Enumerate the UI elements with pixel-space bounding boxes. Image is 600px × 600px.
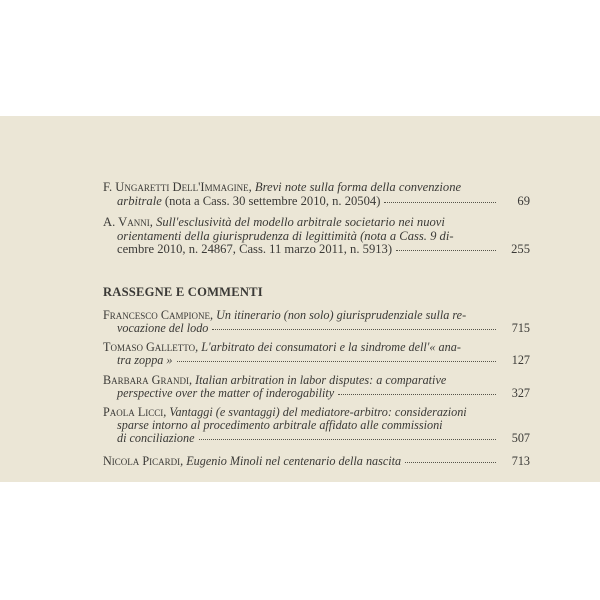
dot-leader [396,249,496,251]
article-title: , Italian arbitration in labor disputes: a comparative [188,373,447,387]
dot-leader [199,438,496,440]
article-title-continued: tra zoppa » [117,353,173,368]
dot-leader [384,201,496,203]
article-title: , L'arbitrato dei consumatori e la sindrome dell'« ana- [195,340,461,354]
dot-leader [212,328,496,330]
article-title-continued: perspective over the matter of inderogability [117,386,335,401]
page-number: 255 [511,242,530,256]
author-name: F. Ungaretti Dell'Immagine [103,180,249,194]
article-title-continued: di conciliazione [117,431,195,446]
citation-note: (nota a Cass. 30 settembre 2010, n. 20504) [161,193,381,208]
article-title: , Eugenio Minoli nel centenario della nascita [180,454,402,468]
article-title: , Un itinerario (non solo) giurisprudenziale sulla re- [209,308,467,322]
toc-entry [103,216,530,257]
toc-entry [103,374,530,400]
article-title: , Sull'esclusività del modello arbitrale societario nei nuovi [149,215,445,229]
page-number: 507 [511,431,530,446]
author-name: Tomaso Galletto [103,340,196,354]
citation-note: cembre 2010, n. 24867, Cass. 11 marzo 2011, n. 5913) [117,242,393,256]
dot-leader [338,393,496,395]
author-name: Barbara Grandi [103,373,189,387]
toc-entry [103,181,530,208]
author-name: Paola Licci [103,405,164,419]
page-number: 713 [511,454,530,468]
author-name: Nicola Picardi [103,454,181,468]
page-number: 715 [511,321,530,336]
author-name: A. Vanni [103,215,150,229]
article-title: , Brevi note sulla forma della convenzione [248,180,462,194]
article-title-continued: orientamenti della giurisprudenza di legittimità (nota a Cass. 9 di- [117,228,454,243]
author-name: Francesco Campione [103,308,210,322]
article-title-continued: arbitrale [117,193,162,208]
toc-entry [103,309,530,335]
toc-entry [103,406,530,446]
toc-entry [103,341,530,367]
dot-leader [177,360,496,362]
article-title-continued: vocazione del lodo [117,321,209,336]
dot-leader [405,461,496,463]
article-title-continued: sparse intorno al procedimento arbitrale affidato alle commissioni [117,418,443,433]
page-number: 127 [511,353,530,368]
section-heading: RASSEGNE E COMMENTI [103,285,263,299]
toc-entry [103,455,530,468]
page-number: 69 [517,193,530,208]
page-number: 327 [511,386,530,401]
article-title: , Vantaggi (e svantaggi) del mediatore-arbitro: considerazioni [163,405,467,419]
